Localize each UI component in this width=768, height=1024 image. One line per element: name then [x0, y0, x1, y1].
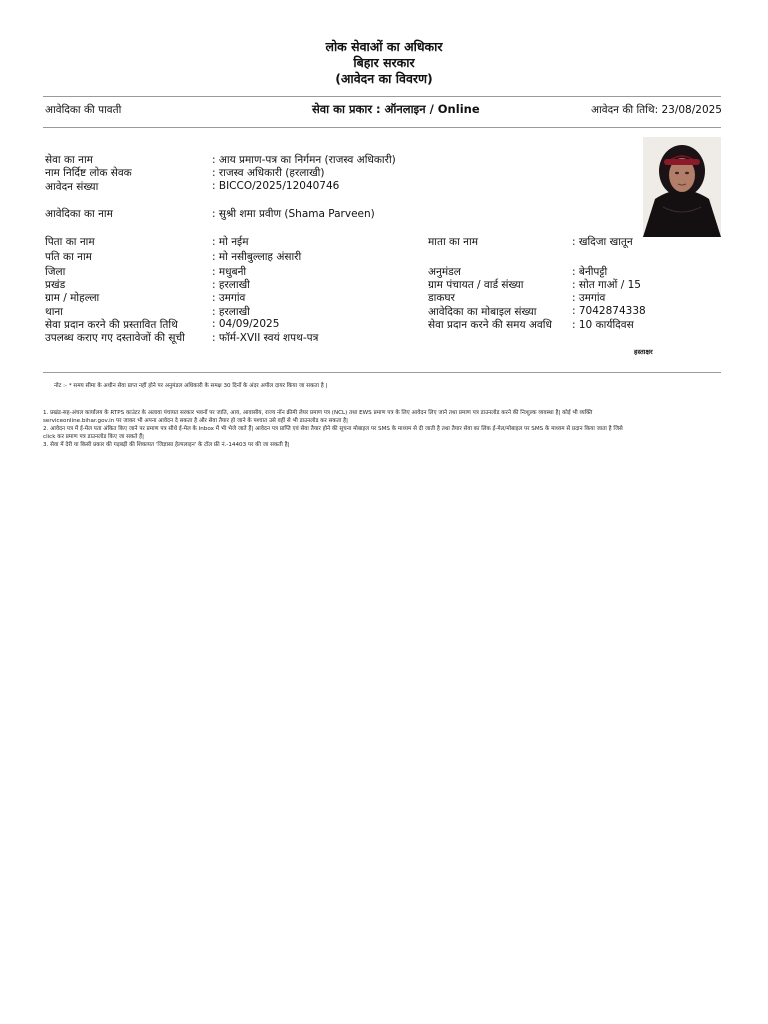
header-line1: लोक सेवाओं का अधिकार	[325, 39, 443, 54]
district-label: जिला	[45, 266, 66, 278]
mother-name-value: : खदिजा खातून	[572, 236, 633, 248]
district-value: : मधुबनी	[212, 266, 247, 278]
signature-label: हस्ताक्षर	[634, 348, 653, 356]
service-type: सेवा का प्रकार : ऑनलाइन / Online	[312, 102, 480, 116]
post-office-value: : उमगांव	[572, 292, 606, 304]
father-name-label: पिता का नाम	[45, 236, 95, 248]
designated-officer-label: नाम निर्दिष्ट लोक सेवक	[45, 167, 132, 179]
footnote-line: click कर प्रमाण पत्र डाउनलोड किए जा सकते हैं|	[43, 434, 144, 440]
mother-name-label: माता का नाम	[428, 236, 478, 248]
applicant-photo	[643, 137, 721, 237]
mobile-value: : 7042874338	[572, 305, 646, 317]
service-name-value: : आय प्रमाण-पत्र का निर्गमन (राजस्व अधिकारी)	[212, 154, 396, 166]
header-line3: (आवेदन का विवरण)	[335, 71, 433, 86]
subdivision-label: अनुमंडल	[428, 266, 461, 278]
applicant-name-value: : सुश्री शमा प्रवीण (Shama Parveen)	[212, 208, 375, 220]
panchayat-value: : सोत गाओं / 15	[572, 279, 641, 291]
application-date: आवेदन की तिथि: 23/08/2025	[591, 104, 722, 116]
appeal-note: नोट :- * समय सीमा के अधीन सेवा प्राप्त नहीं होने पर अनुमंडल अधिकारी के समक्ष 30 दिनों के अंदर अपील दायर किया जा सकता है |	[54, 383, 328, 389]
husband-name-value: : मो नसीबुल्लाह अंसारी	[212, 251, 302, 263]
designated-officer-value: : राजस्व अधिकारी (हरलाखी)	[212, 167, 325, 179]
subdivision-value: : बेनीपट्टी	[572, 266, 608, 278]
service-period-value: : 10 कार्यदिवस	[572, 319, 634, 331]
service-name-label: सेवा का नाम	[45, 154, 93, 166]
police-station-value: : हरलाखी	[212, 306, 250, 318]
village-value: : उमगांव	[212, 292, 246, 304]
service-period-label: सेवा प्रदान करने की समय अवधि	[428, 319, 552, 331]
post-office-label: डाकघर	[428, 292, 455, 304]
block-value: : हरलाखी	[212, 279, 250, 291]
documents-label: उपलब्ध कराए गए दस्तावेजों की सूची	[45, 332, 185, 344]
header-line2: बिहार सरकार	[353, 55, 415, 70]
footnote-line: 1. प्रखंड-सह-अंचल कार्यालय के RTPS काउंटर के अलावा पंचायत सरकार भवनों पर जाति, आय, आवासीय, राज्य नॉन क्रीमी लेयर प्रमाण पत्र (NCL) तथा EWS प्रमाण पत्र के लिए आवेदन लिए जाने तथा प्रमाण पत्र डाउनलोड करने की निःशुल्क व्यवस्था है| कोई भी व्यक्ति	[43, 410, 593, 416]
panchayat-label: ग्राम पंचायत / वार्ड संख्या	[428, 279, 524, 291]
divider-bottom	[43, 372, 721, 373]
police-station-label: थाना	[45, 306, 63, 318]
application-no-value: : BICCO/2025/12040746	[212, 180, 340, 192]
husband-name-label: पति का नाम	[45, 251, 92, 263]
village-label: ग्राम / मोहल्ला	[45, 292, 100, 304]
footnote-line: serviceonline.bihar.gov.in पर जाकर भी अपना आवेदन दे सकता है और सेवा तैयार हो जाने के पश्चात उसे वहीं से भी डाउनलोड कर सकता है|	[43, 418, 348, 424]
acknowledgement-label: आवेदिका की पावती	[45, 104, 122, 116]
divider-mid	[43, 127, 721, 128]
block-label: प्रखंड	[45, 279, 66, 291]
proposed-date-value: : 04/09/2025	[212, 318, 280, 330]
applicant-photo-image	[643, 137, 721, 237]
divider-top	[43, 96, 721, 97]
footnote-line: 2. आवेदन पत्र में ई-मेल पता अंकित किए जाने पर प्रमाण पत्र सीधे ई-मेल के Inbox में भी भेजे जाते हैं| आवेदन पत्र प्राप्ति एवं सेवा तैयार होने की सूचना मोबाइल पर SMS के माध्यम से दी जाती है तथा तैयार सेवा का लिंक ई-मेल/मोबाइल पर SMS के माध्यम से प्रदान किया जाता है जिसे	[43, 426, 623, 432]
documents-value: : फॉर्म-XVII स्वयं शपथ-पत्र	[212, 332, 319, 344]
footnote-line: 3. सेवा में देरी या किसी प्रकार की गड़बड़ी की शिकायत 'जिज्ञासा हेल्पलाइन' के टॉल फ्री नं.-14403 पर की जा सकती है|	[43, 442, 290, 448]
father-name-value: : मो नईम	[212, 236, 249, 248]
proposed-date-label: सेवा प्रदान करने की प्रस्तावित तिथि	[45, 319, 178, 331]
mobile-label: आवेदिका का मोबाइल संख्या	[428, 306, 537, 318]
applicant-name-label: आवेदिका का नाम	[45, 208, 113, 220]
application-no-label: आवेदन संख्या	[45, 181, 99, 193]
